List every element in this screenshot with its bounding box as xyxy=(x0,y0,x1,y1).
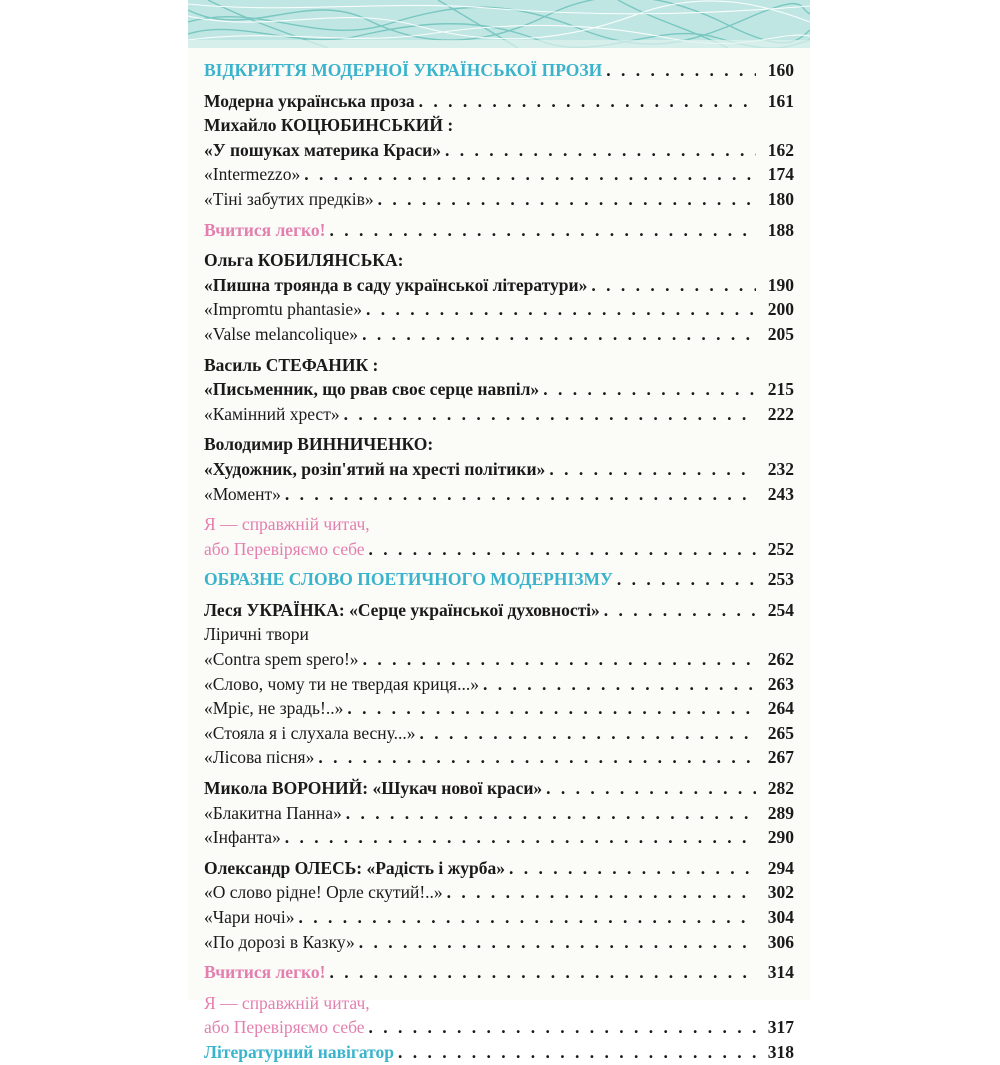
dot-leader xyxy=(447,880,756,905)
dot-leader xyxy=(298,905,756,930)
toc-author xyxy=(204,432,794,457)
toc-entry-title: Модерна українська проза xyxy=(204,90,415,111)
decorative-wave-banner xyxy=(188,0,810,48)
toc-entry-page: 294 xyxy=(767,857,794,878)
toc-entry xyxy=(204,187,794,212)
toc-entry-title: Я — справжній читач, xyxy=(204,514,370,535)
toc-entry-page: 252 xyxy=(767,538,794,559)
toc-entry-title: або Перевіряємо себе xyxy=(204,1017,365,1038)
dot-leader xyxy=(543,377,756,402)
toc-entry xyxy=(204,745,794,770)
dot-leader xyxy=(366,297,756,322)
dot-leader xyxy=(378,187,756,212)
toc-entry xyxy=(204,598,794,623)
toc-entry-title: Василь СТЕФАНИК : xyxy=(204,354,379,375)
dot-leader xyxy=(617,567,756,592)
toc-entry xyxy=(204,930,794,955)
toc-entry-title: Я — справжній читач, xyxy=(204,992,370,1013)
toc-entry-title: Михайло КОЦЮБИНСЬКИЙ : xyxy=(204,115,454,136)
toc-entry-page: 243 xyxy=(767,483,794,504)
toc-entry-title: «Contra spem spero!» xyxy=(204,649,359,670)
toc-entry-title: «Impromtu phantasie» xyxy=(204,299,362,320)
toc-entry-page: 318 xyxy=(767,1041,794,1062)
dot-leader xyxy=(318,745,756,770)
dot-leader xyxy=(445,138,756,163)
dot-leader xyxy=(344,402,756,427)
dot-leader xyxy=(420,721,756,746)
toc-entry-title: «Пишна троянда в саду української літератури» xyxy=(204,274,588,295)
toc-entry-page: 222 xyxy=(767,403,794,424)
toc-entry-line xyxy=(204,622,794,647)
toc-entry xyxy=(204,58,794,83)
book-page xyxy=(188,0,810,1062)
toc-entry-page: 254 xyxy=(767,599,794,620)
dot-leader xyxy=(591,273,756,298)
dot-leader xyxy=(329,960,756,985)
toc-author xyxy=(204,248,794,273)
toc-entry-page: 264 xyxy=(767,698,794,719)
toc-entry-page: 267 xyxy=(767,747,794,768)
dot-leader xyxy=(359,930,756,955)
toc-entry-title: Вчитися легко! xyxy=(204,962,326,983)
toc-entry-page: 215 xyxy=(767,379,794,400)
toc-entry xyxy=(204,647,794,672)
toc-entry-title: «Інфанта» xyxy=(204,827,281,848)
toc-author xyxy=(204,353,794,378)
toc-entry-page: 162 xyxy=(767,139,794,160)
toc-entry-title: «Стояла я і слухала весну...» xyxy=(204,722,416,743)
dot-leader xyxy=(329,218,756,243)
toc-entry-page: 253 xyxy=(767,569,794,590)
toc-entry xyxy=(204,218,794,243)
dot-leader xyxy=(398,1040,756,1065)
dot-leader xyxy=(604,598,756,623)
toc-entry-title: «Valse melancolique» xyxy=(204,323,359,344)
toc-entry xyxy=(204,960,794,985)
toc-entry-page: 180 xyxy=(767,188,794,209)
toc-entry-page: 161 xyxy=(767,90,794,111)
dot-leader xyxy=(606,58,756,83)
dot-leader xyxy=(509,856,756,881)
dot-leader xyxy=(285,825,756,850)
toc-entry-title: Микола ВОРОНИЙ: «Шукач нової краси» xyxy=(204,778,543,799)
toc-entry-page: 317 xyxy=(767,1017,794,1038)
toc-entry-page: 304 xyxy=(767,907,794,927)
toc-entry xyxy=(204,856,794,881)
toc-entry-title: «О слово рідне! Орле скутий!..» xyxy=(204,882,443,903)
toc-entry-page: 232 xyxy=(767,458,794,479)
toc-entry-title: Ольга КОБИЛЯНСЬКА: xyxy=(204,250,404,271)
toc-entry xyxy=(204,825,794,850)
toc-entry-page: 190 xyxy=(767,274,794,295)
toc-entry xyxy=(204,273,794,298)
toc-entry-title: «Мріє, не зрадь!..» xyxy=(204,698,344,719)
toc-entry xyxy=(204,1015,794,1040)
dot-leader xyxy=(549,457,756,482)
toc-entry-page: 205 xyxy=(767,323,794,344)
toc-entry xyxy=(204,138,794,163)
toc-entry-page: 200 xyxy=(767,299,794,320)
toc-entry xyxy=(204,721,794,746)
toc-entry xyxy=(204,402,794,427)
dot-leader xyxy=(369,1015,756,1040)
dot-leader xyxy=(546,776,756,801)
toc-entry-title: «Тіні забутих предків» xyxy=(204,188,374,209)
toc-entry-title: «Intermezzo» xyxy=(204,164,301,185)
toc-entry xyxy=(204,377,794,402)
toc-entry-title: або Перевіряємо себе xyxy=(204,538,365,559)
toc-entry-page: 263 xyxy=(767,673,794,694)
dot-leader xyxy=(362,322,756,347)
toc-author xyxy=(204,113,794,138)
toc-entry-title: «По дорозі в Казку» xyxy=(204,931,355,952)
toc-entry-title: «Блакитна Панна» xyxy=(204,802,342,823)
toc-entry xyxy=(204,672,794,697)
table-of-contents xyxy=(204,58,794,1065)
toc-entry-title: «Камінний хрест» xyxy=(204,403,340,424)
toc-entry-line xyxy=(204,512,794,537)
toc-entry-page: 314 xyxy=(767,962,794,983)
dot-leader xyxy=(419,89,756,114)
toc-entry xyxy=(204,89,794,114)
dot-leader xyxy=(304,162,756,187)
toc-entry xyxy=(204,880,794,905)
toc-entry-page: 174 xyxy=(767,164,794,185)
toc-entry xyxy=(204,537,794,562)
toc-entry-title: «Слово, чому ти не твердая криця...» xyxy=(204,673,479,694)
toc-entry xyxy=(204,1040,794,1065)
toc-entry xyxy=(204,905,794,930)
toc-entry xyxy=(204,776,794,801)
toc-entry-page: 262 xyxy=(767,649,794,670)
toc-entry-title: «Письменник, що рвав своє серце навпіл» xyxy=(204,379,540,400)
toc-entry-title: Літературний навігатор xyxy=(204,1041,395,1062)
toc-entry-page: 188 xyxy=(767,219,794,240)
toc-entry xyxy=(204,297,794,322)
toc-entry-title: Володимир ВИННИЧЕНКО: xyxy=(204,434,434,455)
toc-entry-page: 289 xyxy=(767,802,794,823)
toc-entry-title: Олександр ОЛЕСЬ: «Радість і журба» xyxy=(204,857,506,878)
toc-entry-page: 282 xyxy=(767,778,794,799)
toc-entry-title: «Чари ночі» xyxy=(204,907,295,927)
dot-leader xyxy=(285,482,756,507)
dot-leader xyxy=(346,801,756,826)
dot-leader xyxy=(347,696,756,721)
toc-entry xyxy=(204,322,794,347)
toc-entry-page: 160 xyxy=(767,60,794,80)
toc-entry xyxy=(204,696,794,721)
toc-entry xyxy=(204,162,794,187)
dot-leader xyxy=(483,672,756,697)
toc-entry-title: Леся УКРАЇНКА: «Серце української духовності» xyxy=(204,599,600,620)
toc-entry-title: «Лісова пісня» xyxy=(204,747,315,768)
toc-entry xyxy=(204,567,794,592)
toc-entry-page: 265 xyxy=(767,722,794,743)
dot-leader xyxy=(369,537,756,562)
toc-entry-title: «Художник, розіп'ятий на хресті політики» xyxy=(204,458,546,479)
toc-entry-title: «Момент» xyxy=(204,483,281,504)
toc-entry-title: ВІДКРИТТЯ МОДЕРНОЇ УКРАЇНСЬКОЇ ПРОЗИ xyxy=(204,60,603,80)
toc-entry-page: 302 xyxy=(767,882,794,903)
toc-entry xyxy=(204,457,794,482)
toc-entry-title: Ліричні твори xyxy=(204,624,309,645)
toc-entry-page: 306 xyxy=(767,931,794,952)
dot-leader xyxy=(363,647,756,672)
toc-entry-title: Вчитися легко! xyxy=(204,219,326,240)
toc-entry-page: 290 xyxy=(767,827,794,848)
toc-entry-title: ОБРАЗНЕ СЛОВО ПОЕТИЧНОГО МОДЕРНІЗМУ xyxy=(204,569,613,590)
toc-entry xyxy=(204,801,794,826)
toc-entry xyxy=(204,482,794,507)
toc-entry-line xyxy=(204,991,794,1016)
toc-entry-title: «У пошуках материка Краси» xyxy=(204,139,442,160)
